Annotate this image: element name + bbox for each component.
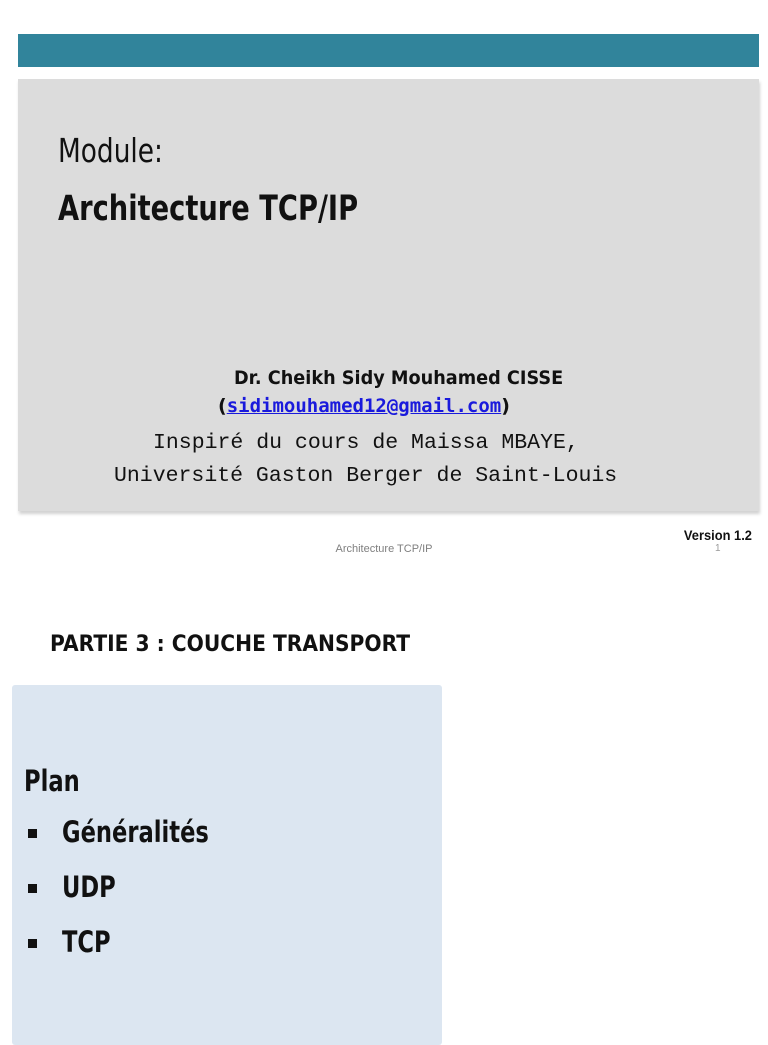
email-open-paren: ( — [218, 395, 227, 417]
square-bullet-icon — [28, 829, 37, 838]
author-email-link[interactable]: sidimouhamed12@gmail.com — [226, 395, 502, 417]
section-title: PARTIE 3 : COUCHE TRANSPORT — [50, 632, 411, 657]
title-slide — [18, 79, 759, 511]
plan-box — [12, 685, 442, 1045]
slide-header-banner — [18, 34, 759, 67]
plan-title: Plan — [24, 764, 80, 798]
author-name: Dr. Cheikh Sidy Mouhamed CISSE — [234, 367, 564, 389]
credit-line-1: Inspiré du cours de Maissa MBAYE, — [153, 431, 579, 455]
plan-item-label: TCP — [62, 925, 111, 959]
version-label: Version 1.2 — [683, 527, 752, 543]
module-title: Architecture TCP/IP — [58, 189, 359, 229]
email-close-paren: ) — [501, 395, 510, 417]
author-email-line — [218, 395, 510, 417]
credit-line-2: Université Gaston Berger de Saint-Louis — [114, 464, 618, 488]
plan-item-label: Généralités — [62, 815, 209, 849]
footer-title: Architecture TCP/IP — [335, 543, 433, 555]
square-bullet-icon — [28, 884, 37, 893]
page-number: 1 — [715, 543, 721, 554]
plan-item-label: UDP — [62, 870, 116, 904]
square-bullet-icon — [28, 939, 37, 948]
module-label: Module: — [58, 131, 163, 170]
